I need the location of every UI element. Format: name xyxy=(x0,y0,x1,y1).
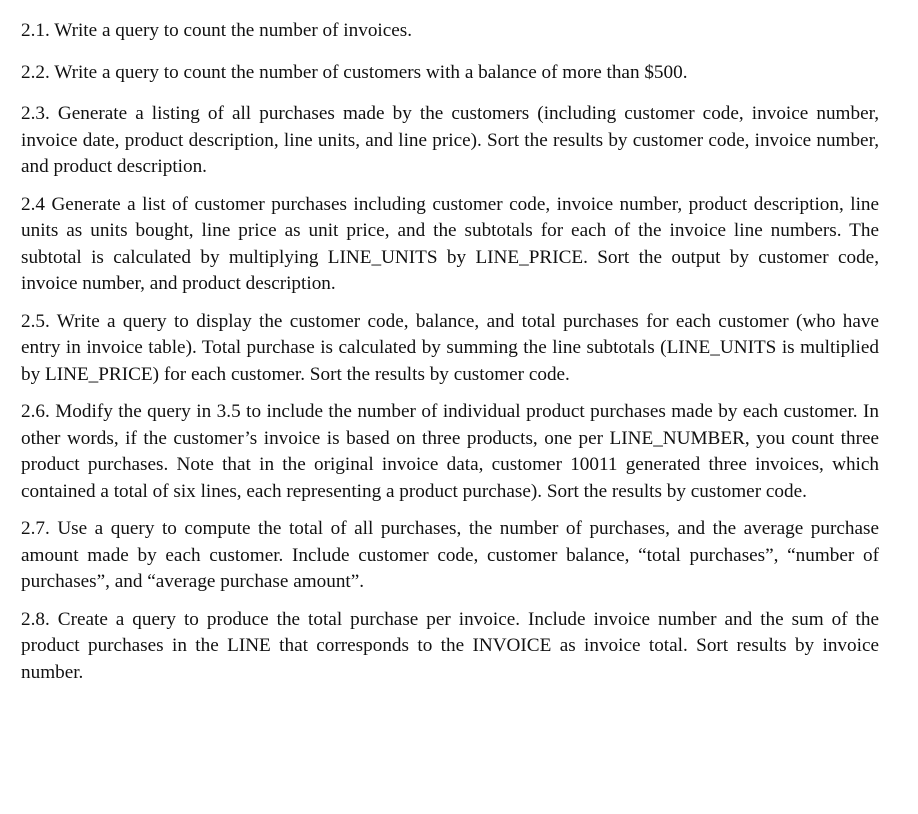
question-2-2 xyxy=(21,60,879,87)
question-number: 2.1. xyxy=(21,20,50,41)
question-number: 2.8. xyxy=(21,608,50,630)
question-2-5 xyxy=(21,309,879,389)
question-2-3 xyxy=(21,101,879,181)
question-number: 2.2. xyxy=(21,61,50,83)
question-2-8 xyxy=(21,607,879,687)
question-2-4 xyxy=(21,192,879,298)
question-2-6 xyxy=(21,399,879,505)
assignment-document xyxy=(21,18,879,697)
question-text: Create a query to produce the total purchase per invoice. Include invoice number and the sum of the product purchases in the LINE that corresponds to the INVOICE as invoice total. Sort results by invoice number. xyxy=(21,608,879,683)
question-number: 2.4 xyxy=(21,193,45,215)
question-text: Use a query to compute the total of all purchases, the number of purchases, and the average purchase amount made by each customer. Include customer code, customer balance, “total purchases”, “number of purchases”, and “average purchase amount”. xyxy=(21,518,879,592)
question-text: Write a query to display the customer code, balance, and total purchases for each customer (who have entry in invoice table). Total purchase is calculated by summing the line subtotals (LINE_UNITS is multiplied by LINE_PRICE) for each customer. Sort the results by customer code. xyxy=(21,310,879,385)
question-2-7 xyxy=(21,516,879,596)
question-number: 2.7. xyxy=(21,518,50,539)
question-number: 2.6. xyxy=(21,401,50,422)
question-text: Generate a listing of all purchases made by the customers (including customer code, invoice number, invoice date, product description, line units, and line price). Sort the results by customer code, invoice number, and product description. xyxy=(21,103,880,177)
question-text: Modify the query in 3.5 to include the number of individual product purchases made by each customer. In other words, if the customer’s invoice is based on three products, one per LINE_NUMBER, you count three product purchases. Note that in the original invoice data, customer 10011 generated three invoices, which contained a total of six lines, each representing a product purchase). Sort the results by customer code. xyxy=(21,401,880,502)
question-2-1 xyxy=(21,18,879,45)
question-text: Write a query to count the number of customers with a balance of more than $500. xyxy=(54,61,688,83)
question-text: Generate a list of customer purchases including customer code, invoice number, product description, line units as units bought, line price as unit price, and the subtotals for each of the invoice line numbers. The subtotal is calculated by multiplying LINE_UNITS by LINE_PRICE. Sort the output by customer code, invoice number, and product description. xyxy=(21,193,880,294)
question-text: Write a query to count the number of invoices. xyxy=(54,20,413,41)
question-number: 2.3. xyxy=(21,103,50,124)
question-number: 2.5. xyxy=(21,310,50,332)
